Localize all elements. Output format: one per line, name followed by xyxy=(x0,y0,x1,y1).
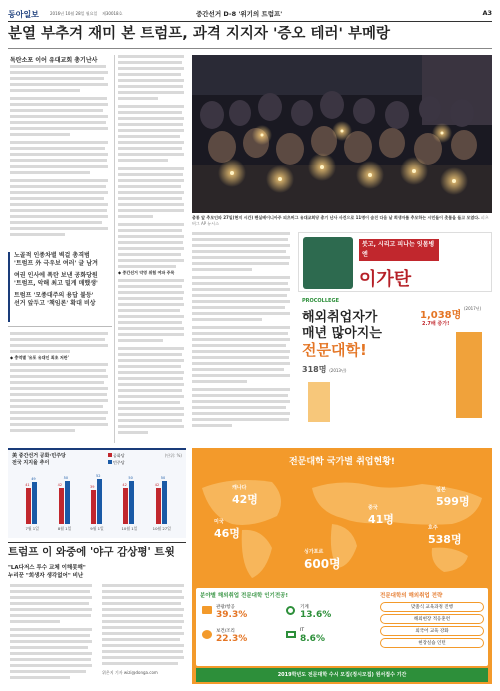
field-health-name: 보건/조리 xyxy=(216,629,235,634)
chart-data-label: 39 xyxy=(90,485,95,490)
ad-line-3: 전문대학! xyxy=(302,341,367,359)
growth-multiplier: 2.7배 증가! xyxy=(422,321,450,327)
text-block-5 xyxy=(10,584,94,684)
ad-slogan-text: 붓고, 시리고 피나는 잇몸병엔 xyxy=(362,241,435,258)
chart-data-label: 50 xyxy=(160,475,166,480)
issue-date: 2016년 10월 28일 월요일 xyxy=(50,11,98,16)
growth-chart xyxy=(416,302,488,422)
strategy-list xyxy=(380,602,484,648)
legend-swatch-blue xyxy=(108,460,112,464)
masthead xyxy=(8,8,492,20)
country-singapore-value: 600명 xyxy=(304,557,341,571)
strategy-item-2: 해외현장 적응훈련 xyxy=(380,614,484,624)
subhead-1: 노골적 인종차별 벽걸 총격범 xyxy=(14,252,90,259)
country-australia-name: 호주 xyxy=(428,525,438,531)
chart-data-label: 50 xyxy=(128,475,133,480)
chart-data-label: 41 xyxy=(25,483,30,488)
growth-bar-big xyxy=(456,332,482,418)
chart-x-axis xyxy=(16,526,178,534)
ad-dental xyxy=(298,232,492,292)
country-canada-name: 캐나다 xyxy=(232,485,247,491)
ad-dental-product xyxy=(303,237,353,289)
newspaper-logo: 동아일보 xyxy=(8,9,39,19)
header-rule xyxy=(8,21,492,22)
article2-subhead-2: 누리꾼 "희생자 생각없어" 비난 xyxy=(8,573,84,579)
field-it-value: 8.6% xyxy=(300,634,325,644)
briefcase-icon xyxy=(202,606,212,614)
article2-subheads xyxy=(8,564,108,580)
ad-lower-panel xyxy=(196,588,488,666)
legend-swatch-red xyxy=(108,453,112,457)
ad-line-2: 매년 많아지는 xyxy=(302,326,382,341)
text-block-6 xyxy=(102,584,186,684)
chart-data-label: 42 xyxy=(154,482,160,487)
country-australia-value: 538명 xyxy=(428,533,462,546)
ad-footer xyxy=(196,668,488,682)
strategy-item-1: 맞춤식 교육과정 진행 xyxy=(380,602,484,612)
headline-rule xyxy=(8,48,492,49)
divider xyxy=(8,326,112,327)
growth-small-value: 318명 xyxy=(302,365,327,374)
chart-bar-democrat xyxy=(162,481,167,524)
photo-credit: 피츠버그 AP 뉴시스 xyxy=(192,215,489,226)
chart-tick-label: 9월 1일 xyxy=(90,526,104,531)
text-block-1 xyxy=(10,65,110,245)
country-singapore-name: 싱가포르 xyxy=(304,549,324,555)
ad-college-headline xyxy=(302,310,412,358)
growth-small-stat xyxy=(302,364,346,375)
country-singapore xyxy=(304,548,341,572)
subhead-block xyxy=(8,252,112,322)
country-canada-value: 42명 xyxy=(232,493,258,506)
ad-college-map xyxy=(192,448,492,684)
chart-plot-area xyxy=(16,472,178,524)
growth-big-stat: 1,038명 xyxy=(420,310,462,321)
ad-dental-slogan xyxy=(359,239,439,261)
chart-data-label: 52 xyxy=(96,473,101,478)
section-divider xyxy=(8,542,186,543)
legend-republican xyxy=(108,453,125,459)
gear-icon xyxy=(286,606,295,615)
strategy-title: 전문대학의 해외취업 전략 xyxy=(380,593,443,599)
text-block-2 xyxy=(10,332,110,442)
strategy-item-3: 외국어 교육 강화 xyxy=(380,626,484,636)
subhead-4: '트럼프, 악해 최고 밀게 매했생' xyxy=(14,280,98,287)
ad-footer-text: 2019학년도 전문대학 수시 모집(정시모집) 원서접수 기간 xyxy=(277,672,407,678)
country-canada xyxy=(232,484,258,507)
country-japan xyxy=(436,486,470,509)
ad-college xyxy=(298,296,492,442)
subhead-6: 선거 앞두고 '책임론' 확대 비상 xyxy=(14,300,96,307)
photo-caption xyxy=(192,215,492,226)
chart-data-label: 50 xyxy=(63,475,69,480)
issue-number: 제30018호 xyxy=(102,11,123,16)
legend-label-dem: 민주당 xyxy=(113,460,125,465)
legend-democrat xyxy=(108,460,125,466)
chart-title: 美 중간선거 공화·민주당 전국 지지율 추이 xyxy=(12,453,66,466)
country-china-value: 41명 xyxy=(368,513,394,526)
field-machine-value: 13.6% xyxy=(300,610,332,620)
page-number: A3 xyxy=(482,9,492,17)
field-health-value: 22.3% xyxy=(216,634,248,644)
country-japan-name: 일본 xyxy=(436,487,446,493)
country-usa-name: 미국 xyxy=(214,519,224,525)
article2-headline: 트럼프 이 와중에 '야구 감상평' 트윗 xyxy=(8,546,175,558)
country-usa xyxy=(214,518,240,541)
country-australia xyxy=(428,524,462,547)
inline-head-1: ◆ 충역별 '유포 유대인 최초 저란' xyxy=(10,355,69,360)
section-title: 중간선거 D-8 '위기의 트럼프' xyxy=(196,10,283,18)
country-japan-value: 599명 xyxy=(436,495,470,508)
chart-tick-label: 10월 1일 xyxy=(121,526,138,531)
subhead-5: 트럼프 '모종대주의 용답 불등' xyxy=(14,292,94,299)
country-china xyxy=(368,504,394,527)
chart-bar-republican xyxy=(91,490,96,524)
growth-small-year: (2013년) xyxy=(329,368,347,373)
article-kicker: 독탄소포 이어 유대교회 총기난사 xyxy=(10,57,98,64)
field-machine-name: 기계 xyxy=(300,605,309,610)
chart-tick-label: 7월 1일 xyxy=(25,526,39,531)
chart-data-label: 42 xyxy=(122,482,127,487)
chart-tick-label: 10월 27일 xyxy=(152,526,171,531)
field-tourism-value: 39.3% xyxy=(216,610,248,620)
country-china-name: 중국 xyxy=(368,505,378,511)
chart-bar-republican xyxy=(26,488,31,524)
strategy-item-4: 현장실습 인턴 xyxy=(380,638,484,648)
chart-bar-democrat xyxy=(32,482,37,524)
chart-bar-republican xyxy=(59,488,64,524)
text-block-4 xyxy=(192,232,292,442)
laptop-icon xyxy=(286,631,296,638)
news-photo xyxy=(192,55,492,213)
poll-chart xyxy=(8,448,186,538)
subhead-3: 여권 인사에 폭탄 보낸 공화당원 xyxy=(14,272,98,279)
chart-bar-republican xyxy=(156,488,161,524)
country-usa-value: 46명 xyxy=(214,527,240,540)
field-tourism-name: 관광/항공 xyxy=(216,605,235,610)
medical-icon xyxy=(202,630,212,639)
subhead-2: '트럼프 外 극우보 여러' 글 남겨 xyxy=(14,260,98,267)
popular-majors-title: 분야별 해외취업 전문대학 인기전공! xyxy=(200,593,288,599)
page-headline: 분열 부추겨 재미 본 트럼프, 과격 지지자 '증오 테러' 부메랑 xyxy=(8,26,390,42)
chart-tick-label: 8월 1일 xyxy=(57,526,72,531)
ad-college-brand: PROCOLLEGE xyxy=(302,298,339,304)
chart-bar-democrat xyxy=(129,481,134,524)
growth-year: (2017년) xyxy=(464,306,482,311)
text-block-3 xyxy=(118,55,186,442)
chart-bar-republican xyxy=(123,488,128,524)
chart-bar-democrat xyxy=(65,481,70,524)
ad-line-1: 해외취업자가 xyxy=(302,310,378,325)
chart-unit: (단위: %) xyxy=(164,453,182,458)
growth-bar-small xyxy=(308,382,330,422)
map-title: 전문대학 국가별 취업현황! xyxy=(288,457,395,467)
article2-subhead-1: "LA다저스 투수 교체 이해못해" xyxy=(8,565,86,571)
caption-text: 총통 앞 추모인파 27일(현지 시간) 펜실베이니아주 피츠버그 유대교회당 총기 난사 사건으로 11명이 숨진 다음 날 희생자를 추모하는 시민들이 촛불을 들고 모였다. xyxy=(192,215,480,220)
chart-data-label: 49 xyxy=(31,476,36,481)
chart-data-label: 42 xyxy=(57,482,63,487)
column-rule xyxy=(114,55,115,443)
inline-head-2: ◆ 중간선거 악영 위험 여파 주목 xyxy=(118,270,175,275)
ad-dental-brand: 이가탄 xyxy=(359,269,412,290)
chart-bar-democrat xyxy=(97,479,102,524)
candlelight-vigil-image xyxy=(192,55,492,213)
legend-label-rep: 공화당 xyxy=(113,453,125,458)
field-it-name: IT xyxy=(300,628,305,633)
article2-byline: 위은지 기자 wizi@donga.com xyxy=(102,670,158,675)
